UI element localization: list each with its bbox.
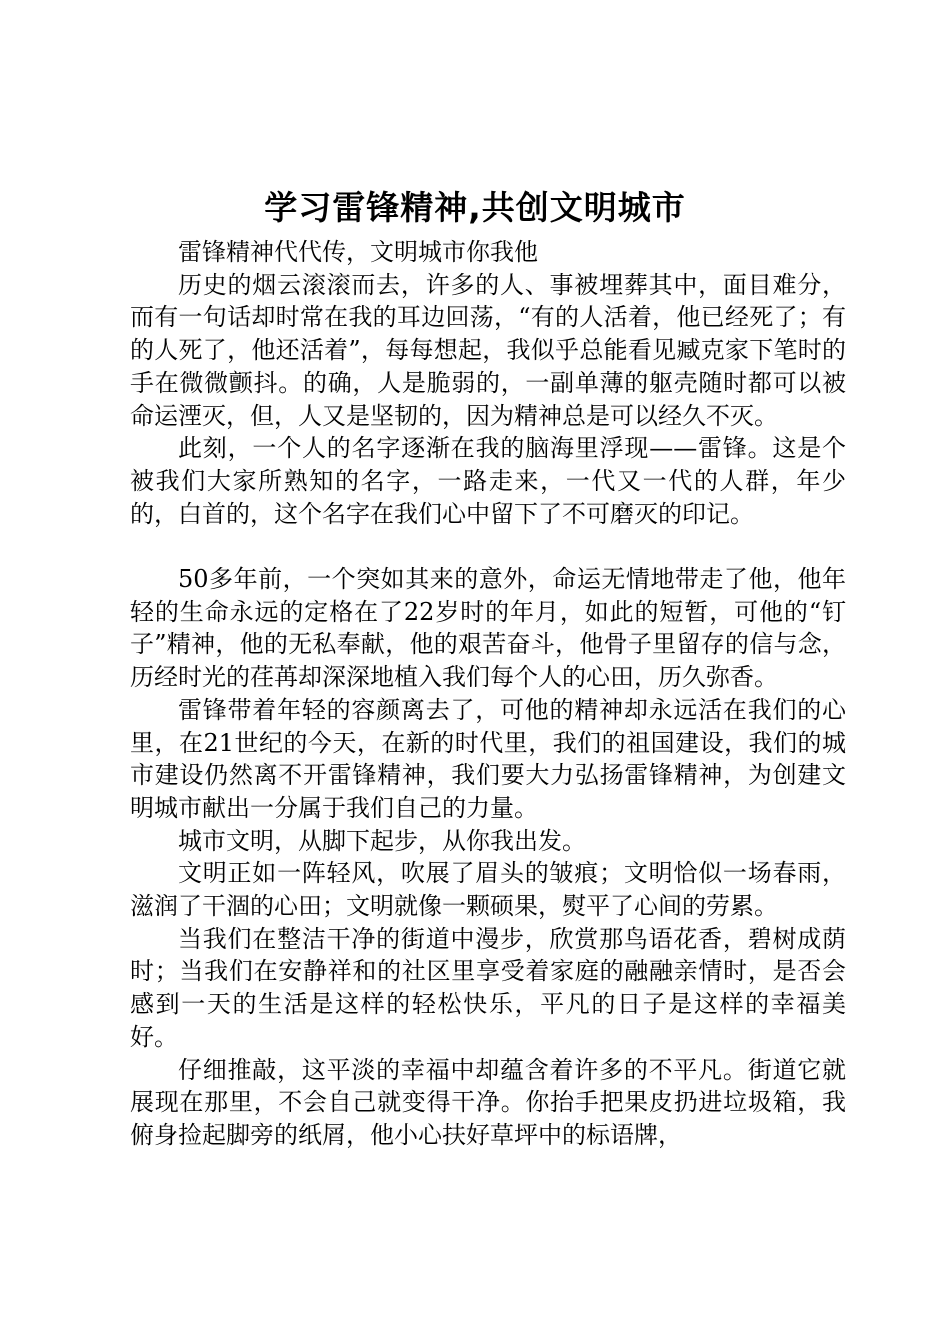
document-body xyxy=(130,236,846,1152)
paragraph-subtitle: 雷锋精神代代传，文明城市你我他 xyxy=(178,238,538,266)
paragraph: 此刻，一个人的名字逐渐在我的脑海里浮现——雷锋。这是个被我们大家所熟知的名字，一路走来，一代又一代的人群，年少的，白首的，这个名字在我们心中留下了不可磨灭的印记。 xyxy=(130,434,846,528)
paragraph: 50多年前，一个突如其来的意外，命运无情地带走了他，他年轻的生命永远的定格在了22岁时的年月，如此的短暂，可他的“钉子”精神，他的无私奉献，他的艰苦奋斗，他骨子里留存的信与念，历经时光的荏苒却深深地植入我们每个人的心田，历久弥香。 xyxy=(130,565,846,692)
blank-line xyxy=(130,530,846,563)
paragraph: 仔细推敲，这平淡的幸福中却蕴含着许多的不平凡。街道它就展现在那里，不会自己就变得干净。你抬手把果皮扔进垃圾箱，我俯身捡起脚旁的纸屑，他小心扶好草坪中的标语牌， xyxy=(130,1055,846,1149)
paragraph: 当我们在整洁干净的街道中漫步，欣赏那鸟语花香，碧树成荫时；当我们在安静祥和的社区里享受着家庭的融融亲情时，是否会感到一天的生活是这样的轻松快乐，平凡的日子是这样的幸福美好。 xyxy=(130,924,846,1051)
document-title: 学习雷锋精神,共创文明城市 xyxy=(264,188,686,227)
paragraph: 文明正如一阵轻风，吹展了眉头的皱痕；文明恰似一场春雨，滋润了干涸的心田；文明就像一颗硕果，熨平了心间的劳累。 xyxy=(130,859,846,921)
paragraph: 雷锋带着年轻的容颜离去了，可他的精神却永远活在我们的心里，在21世纪的今天，在新的时代里，我们的祖国建设，我们的城市建设仍然离不开雷锋精神，我们要大力弘扬雷锋精神，为创建文明城市献出一分属于我们自己的力量。 xyxy=(130,695,846,822)
paragraph: 历史的烟云滚滚而去，许多的人、事被埋葬其中，面目难分，而有一句话却时常在我的耳边回荡，“有的人活着，他已经死了；有的人死了，他还活着”，每每想起，我似乎总能看见臧克家下笔时的手在微微颤抖。的确，人是脆弱的，一副单薄的躯壳随时都可以被命运湮灭，但，人又是坚韧的，因为精神总是可以经久不灭。 xyxy=(130,270,846,430)
paragraph: 城市文明，从脚下起步，从你我出发。 xyxy=(178,826,586,855)
